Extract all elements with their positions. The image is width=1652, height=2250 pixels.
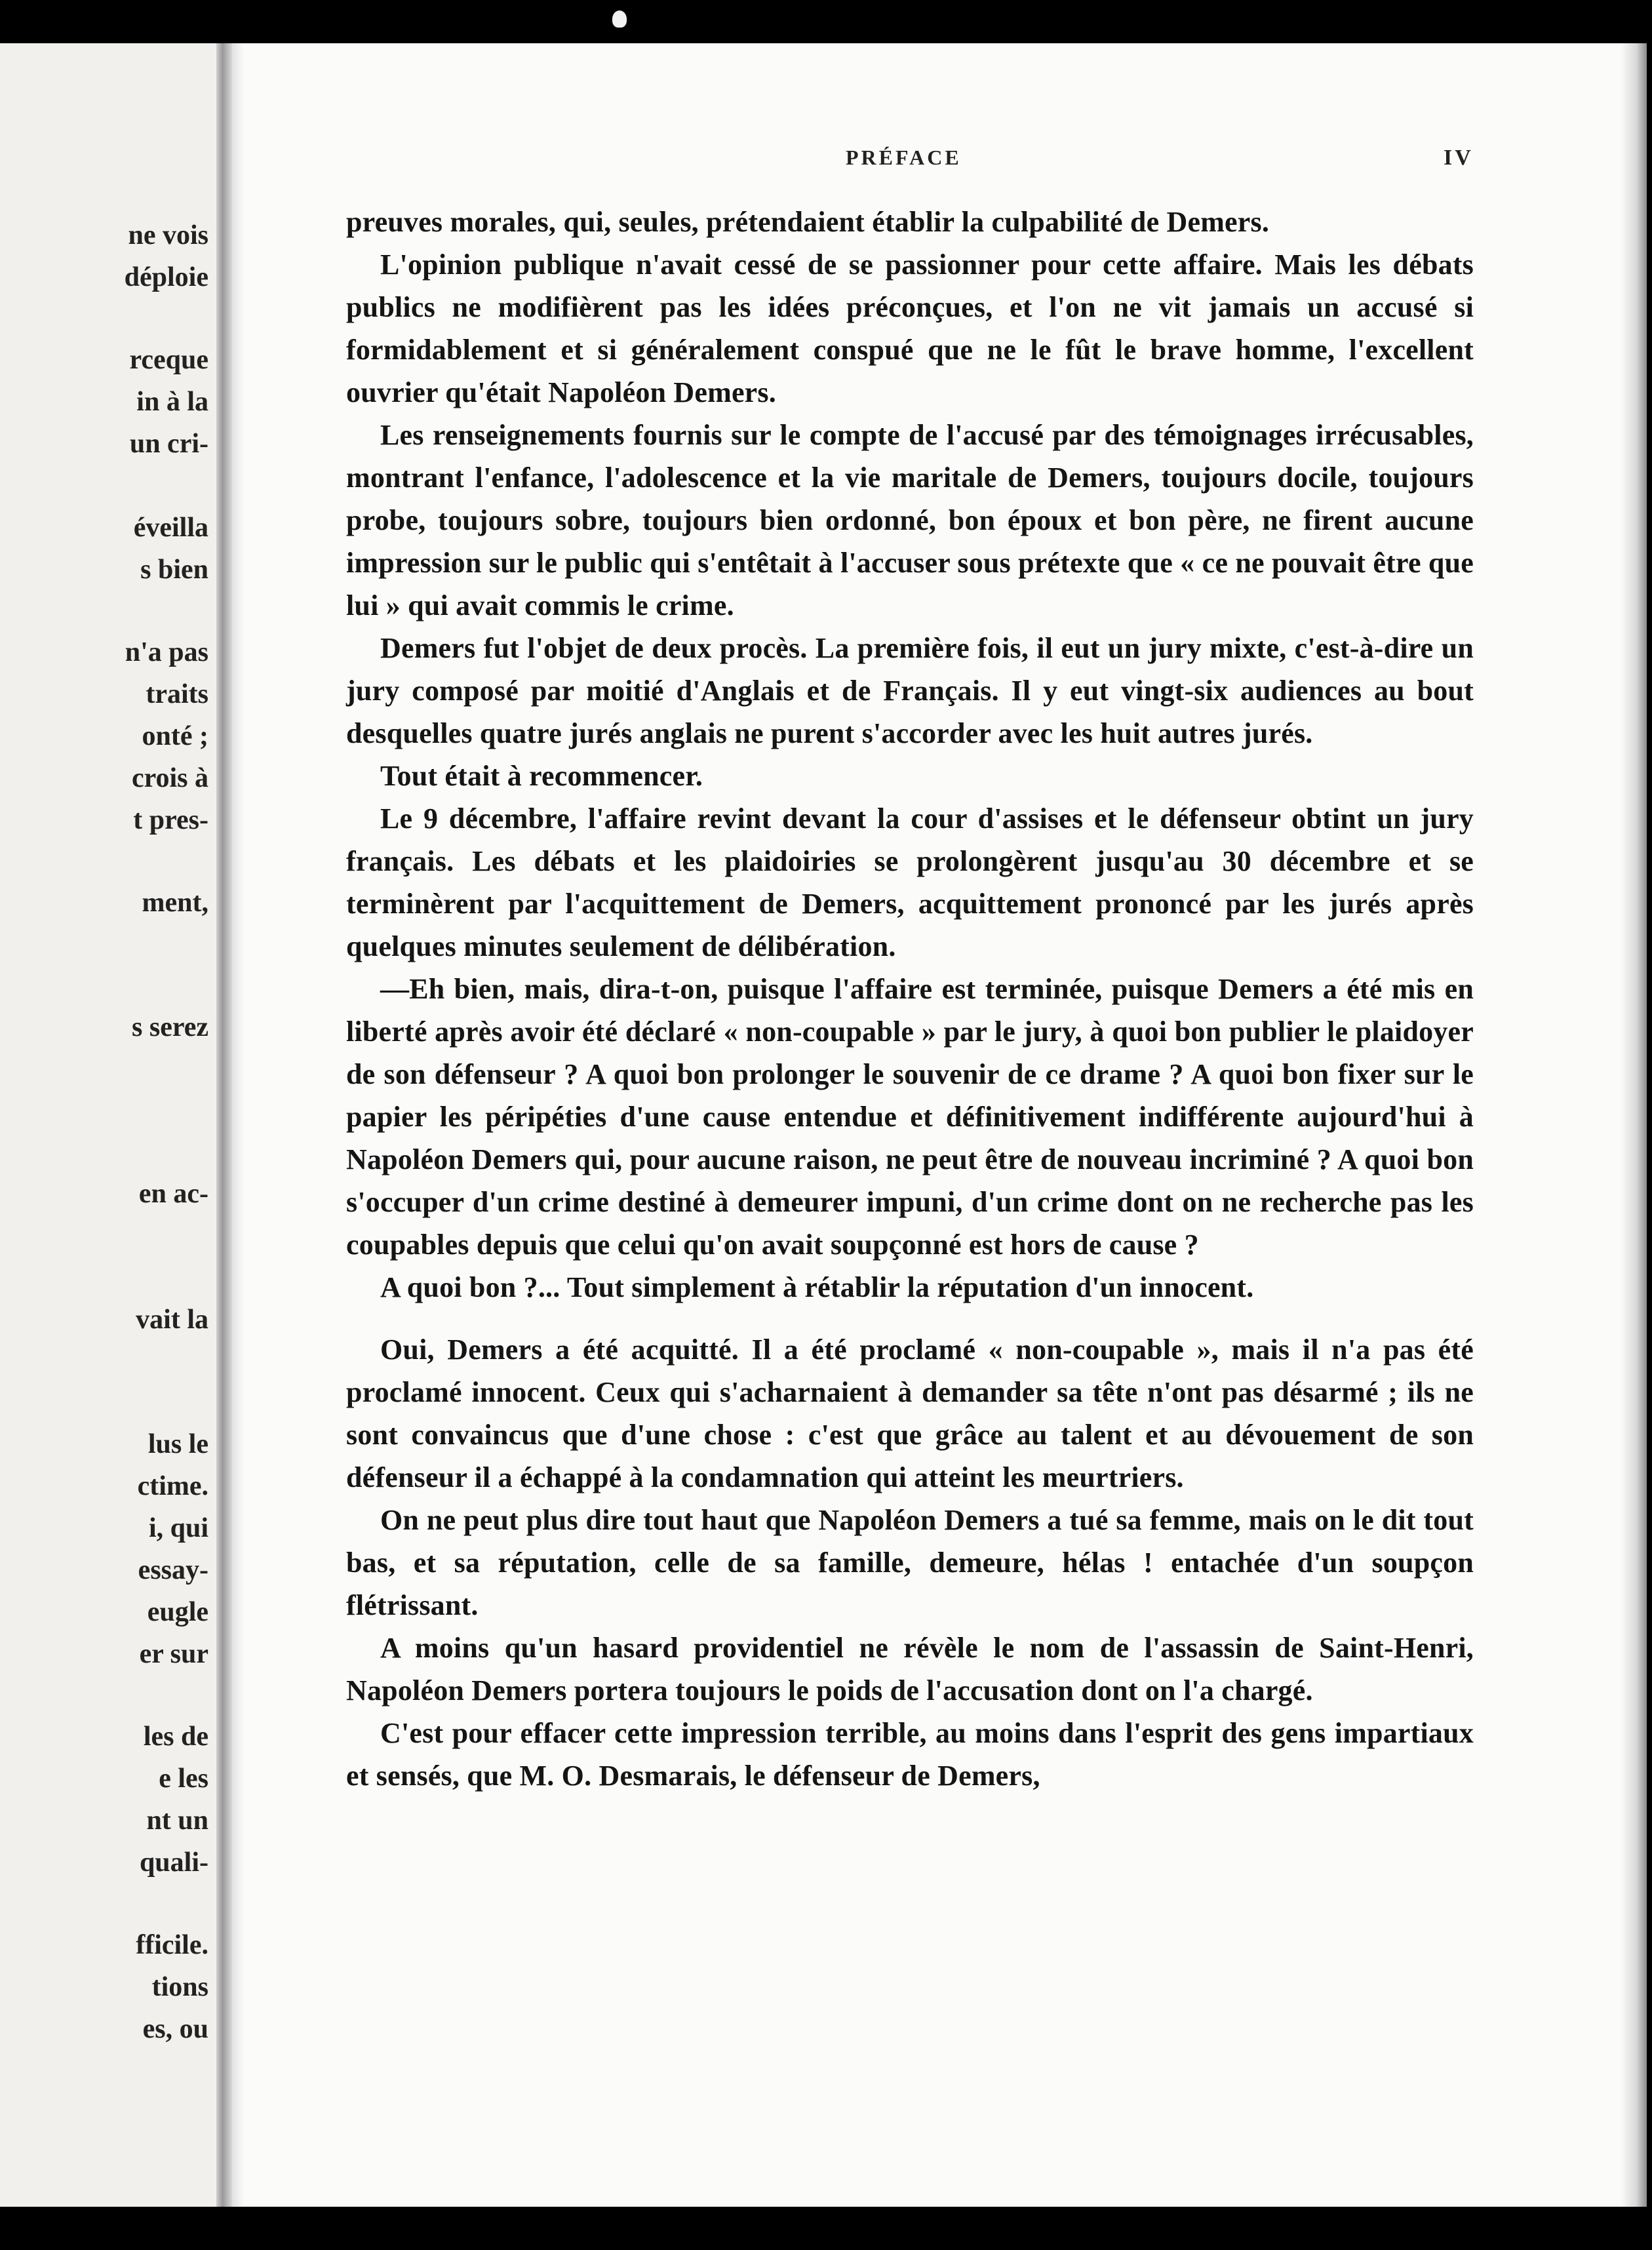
- left-page-fragment: rceque: [129, 345, 208, 375]
- left-page-fragment: ment,: [142, 888, 208, 918]
- left-page-fragment: essay-: [138, 1555, 208, 1585]
- paragraph: Oui, Demers a été acquitté. Il a été proclamé « non-coupable », mais il n'a pas été proclamé innocent. Ceux qui s'acharnaient à demander sa tête n'ont pas désarmé ; ils ne sont convaincus que d'une chose : c'est que grâce au talent et au dévouement de son défenseur il a échappé à la condamnation qui atteint les meurtriers.: [346, 1333, 1474, 1493]
- left-page-fragment: crois à: [131, 763, 208, 793]
- left-page-fragment: onté ;: [142, 721, 208, 751]
- gutter-shadow: [232, 43, 244, 2207]
- paragraph: Le 9 décembre, l'affaire revint devant la cour d'assises et le défenseur obtint un jury français. Les débats et les plaidoiries se prolongèrent jusqu'au 30 décembre et se terminèrent par l'acquittement de Demers, acquittement prononcé par les jurés après quelques minutes seulement de délibération.: [346, 802, 1474, 962]
- paragraph: A moins qu'un hasard providentiel ne révèle le nom de l'assassin de Saint-Henri, Napoléon Demers portera toujours le poids de l'accusation dont on l'a chargé.: [346, 1632, 1474, 1707]
- running-head: PRÉFACE: [846, 146, 962, 169]
- left-page-fragment: quali-: [139, 1847, 208, 1878]
- paragraph: Demers fut l'objet de deux procès. La première fois, il eut un jury mixte, c'est-à-dire un jury composé par moitié d'Anglais et de Français. Il y eut vingt-six audiences au bout desquelles quatre jurés anglais ne purent s'accorder avec les huit autres jurés.: [346, 632, 1474, 749]
- left-page-fragment: s bien: [140, 555, 208, 585]
- left-page-fragment: n'a pas: [125, 637, 208, 667]
- left-page-fragment: e les: [159, 1764, 208, 1794]
- left-page-fragment: un cri-: [129, 429, 208, 459]
- body-text: [346, 201, 1474, 1797]
- paragraph: Les renseignements fournis sur le compte de l'accusé par des témoignages irrécusables, montrant l'enfance, l'adolescence et la vie maritale de Demers, toujours docile, toujours probe, toujours sobre, toujours bien ordonné, bon époux et bon père, ne firent aucune impression sur le public qui s'entêtait à l'accuser sous prétexte que « ce ne pouvait être que lui » qui avait commis le crime.: [346, 419, 1474, 622]
- left-facing-page: [0, 43, 216, 2207]
- paragraph: A quoi bon ?... Tout simplement à rétablir la réputation d'un innocent.: [380, 1271, 1254, 1303]
- paragraph: On ne peut plus dire tout haut que Napoléon Demers a tué sa femme, mais on le dit tout bas, et sa réputation, celle de sa famille, demeure, hélas ! entachée d'un soupçon flétrissant.: [346, 1504, 1474, 1621]
- left-page-fragment: in à la: [136, 387, 208, 417]
- left-page-fragment: lus le: [148, 1429, 208, 1459]
- left-page-fragment: eugle: [147, 1597, 208, 1627]
- paragraph: —Eh bien, mais, dira-t-on, puisque l'affaire est terminée, puisque Demers a été mis en liberté après avoir été déclaré « non-coupable » par le jury, à quoi bon publier le plaidoyer de son défenseur ? A quoi bon prolonger le souvenir de ce drame ? A quoi bon fixer sur le papier les péripéties d'une cause entendue et définitivement indifférente aujourd'hui à Napoléon Demers qui, pour aucune raison, ne peut être de nouveau incriminé ? A quoi bon s'occuper d'un crime destiné à demeurer impuni, d'un crime dont on ne recherche pas les coupables depuis que celui qu'on avait soupçonné est hors de cause ?: [346, 973, 1474, 1261]
- left-page-fragment: er sur: [139, 1639, 208, 1669]
- left-page-fragment: les de: [143, 1722, 208, 1752]
- left-page-fragment: i, qui: [148, 1513, 208, 1543]
- left-page-fragment: ctime.: [137, 1471, 208, 1501]
- left-page-fragment: es, ou: [142, 2014, 208, 2044]
- left-page-fragment: déploie: [124, 262, 208, 292]
- page-edge-shadow: [1621, 43, 1647, 2207]
- left-page-fragment: vait la: [136, 1305, 208, 1335]
- paragraph: preuves morales, qui, seules, prétendaient établir la culpabilité de Demers.: [346, 206, 1270, 238]
- left-page-fragment: éveilla: [133, 513, 208, 543]
- paragraph: L'opinion publique n'avait cessé de se passionner pour cette affaire. Mais les débats publics ne modifièrent pas les idées préconçues, et l'on ne vit jamais un accusé si formidablement et si généralement conspué que ne le fût le brave homme, l'excellent ouvrier qu'était Napoléon Demers.: [346, 248, 1474, 408]
- page-number: IV: [1444, 146, 1474, 170]
- left-page-fragment: traits: [146, 679, 208, 709]
- left-page-fragment: tions: [151, 1972, 208, 2002]
- left-page-fragment: fficile.: [136, 1930, 208, 1960]
- book-gutter: [216, 43, 232, 2207]
- left-page-fragment: ne vois: [128, 220, 208, 250]
- scan-artifact: [612, 10, 627, 28]
- left-page-fragment: s serez: [132, 1012, 208, 1042]
- paragraph: Tout était à recommencer.: [380, 760, 703, 792]
- left-page-fragment: en ac-: [138, 1179, 208, 1209]
- paragraph: C'est pour effacer cette impression terrible, au moins dans l'esprit des gens impartiaux et sensés, que M. O. Desmarais, le défenseur de Demers,: [346, 1717, 1474, 1792]
- left-page-fragment: t pres-: [133, 805, 208, 835]
- left-page-fragment: nt un: [146, 1806, 208, 1836]
